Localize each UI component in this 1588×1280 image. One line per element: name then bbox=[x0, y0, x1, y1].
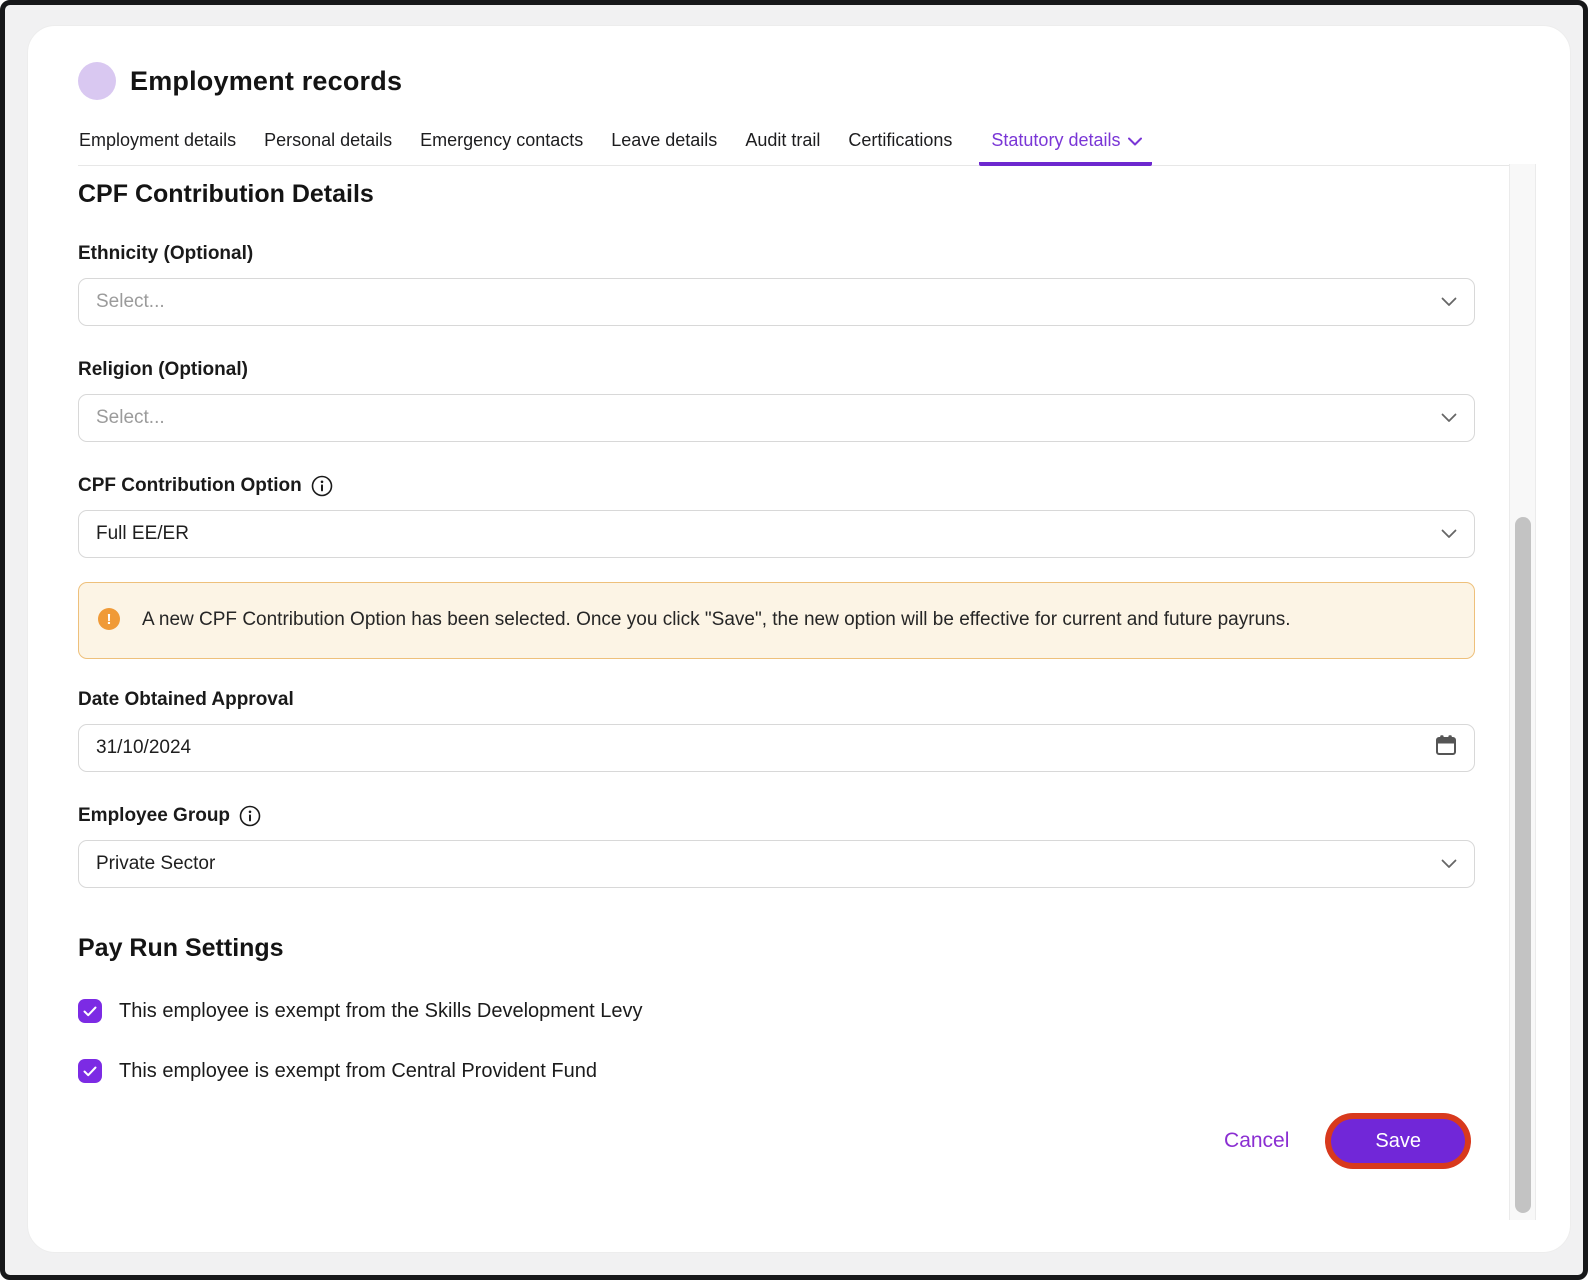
date-obtained-approval-value: 31/10/2024 bbox=[96, 737, 192, 758]
cpf-contribution-option-field bbox=[78, 475, 1475, 558]
chevron-down-icon bbox=[1441, 407, 1457, 429]
tab-label: Statutory details bbox=[991, 130, 1121, 150]
ethnicity-placeholder: Select... bbox=[96, 291, 165, 312]
tab-certifications[interactable] bbox=[847, 130, 953, 165]
tab-personal-details[interactable] bbox=[263, 130, 393, 165]
tab-employment-details[interactable] bbox=[78, 130, 237, 165]
chevron-down-icon bbox=[1441, 523, 1457, 545]
sdl-exempt-label: This employee is exempt from the Skills Development Levy bbox=[119, 999, 643, 1022]
employee-group-field bbox=[78, 805, 1475, 888]
checkmark-icon bbox=[83, 1006, 97, 1017]
info-icon[interactable] bbox=[311, 475, 333, 497]
tab-label: Emergency contacts bbox=[420, 130, 584, 150]
tab-label: Certifications bbox=[848, 130, 953, 150]
label-text: Employee Group bbox=[78, 805, 231, 826]
cpf-exempt-label: This employee is exempt from Central Provident Fund bbox=[119, 1059, 597, 1082]
tab-audit-trail[interactable] bbox=[744, 130, 821, 165]
scrollbar-track[interactable] bbox=[1509, 164, 1536, 1220]
employment-records-card bbox=[27, 25, 1571, 1253]
page-title: Employment records bbox=[130, 65, 403, 96]
cpf-contribution-option-label bbox=[78, 475, 1475, 497]
cancel-button[interactable]: Cancel bbox=[1224, 1129, 1290, 1152]
date-obtained-approval-input[interactable] bbox=[78, 724, 1475, 772]
card-header bbox=[28, 26, 1570, 100]
chevron-down-icon bbox=[1441, 291, 1457, 313]
statutory-details-panel bbox=[28, 166, 1508, 1163]
tab-label: Audit trail bbox=[745, 130, 821, 150]
cpf-exempt-row bbox=[78, 1059, 1475, 1083]
chevron-down-icon bbox=[1441, 853, 1457, 875]
scrollbar-thumb[interactable] bbox=[1515, 517, 1531, 1213]
tab-label: Employment details bbox=[79, 130, 237, 150]
tab-label: Leave details bbox=[611, 130, 718, 150]
ethnicity-label: Ethnicity (Optional) bbox=[78, 243, 254, 264]
cpf-section-title: CPF Contribution Details bbox=[78, 180, 374, 208]
date-obtained-approval-label: Date Obtained Approval bbox=[78, 689, 294, 710]
tab-leave-details[interactable] bbox=[610, 130, 718, 165]
religion-select[interactable] bbox=[78, 394, 1475, 442]
sdl-exempt-checkbox[interactable] bbox=[78, 999, 102, 1023]
ethnicity-field bbox=[78, 243, 1475, 326]
warning-icon: ! bbox=[98, 608, 120, 630]
religion-label: Religion (Optional) bbox=[78, 359, 248, 380]
checkmark-icon bbox=[83, 1066, 97, 1077]
avatar bbox=[78, 62, 116, 100]
ethnicity-select[interactable] bbox=[78, 278, 1475, 326]
form-actions bbox=[78, 1119, 1475, 1163]
cpf-option-warning-banner bbox=[78, 582, 1475, 659]
tab-emergency-contacts[interactable] bbox=[419, 130, 584, 165]
warning-text: A new CPF Contribution Option has been selected. Once you click "Save", the new option will be effective for current and future payruns. bbox=[142, 609, 1291, 630]
religion-field bbox=[78, 359, 1475, 442]
info-icon[interactable] bbox=[239, 805, 261, 827]
cpf-contribution-option-value: Full EE/ER bbox=[96, 523, 189, 544]
chevron-down-icon bbox=[1128, 137, 1142, 146]
date-obtained-approval-field bbox=[78, 689, 1475, 772]
save-button[interactable]: Save bbox=[1331, 1119, 1465, 1163]
cpf-exempt-checkbox[interactable] bbox=[78, 1059, 102, 1083]
tab-label: Personal details bbox=[264, 130, 393, 150]
label-text: CPF Contribution Option bbox=[78, 475, 302, 496]
calendar-icon[interactable] bbox=[1435, 734, 1457, 762]
employee-group-value: Private Sector bbox=[96, 853, 216, 874]
tab-statutory-details[interactable] bbox=[979, 130, 1152, 166]
payrun-section-title: Pay Run Settings bbox=[78, 934, 284, 962]
sdl-exempt-row bbox=[78, 999, 1475, 1023]
employee-group-select[interactable] bbox=[78, 840, 1475, 888]
cpf-contribution-option-select[interactable] bbox=[78, 510, 1475, 558]
employee-group-label bbox=[78, 805, 1475, 827]
religion-placeholder: Select... bbox=[96, 407, 165, 428]
tab-bar bbox=[78, 130, 1520, 166]
